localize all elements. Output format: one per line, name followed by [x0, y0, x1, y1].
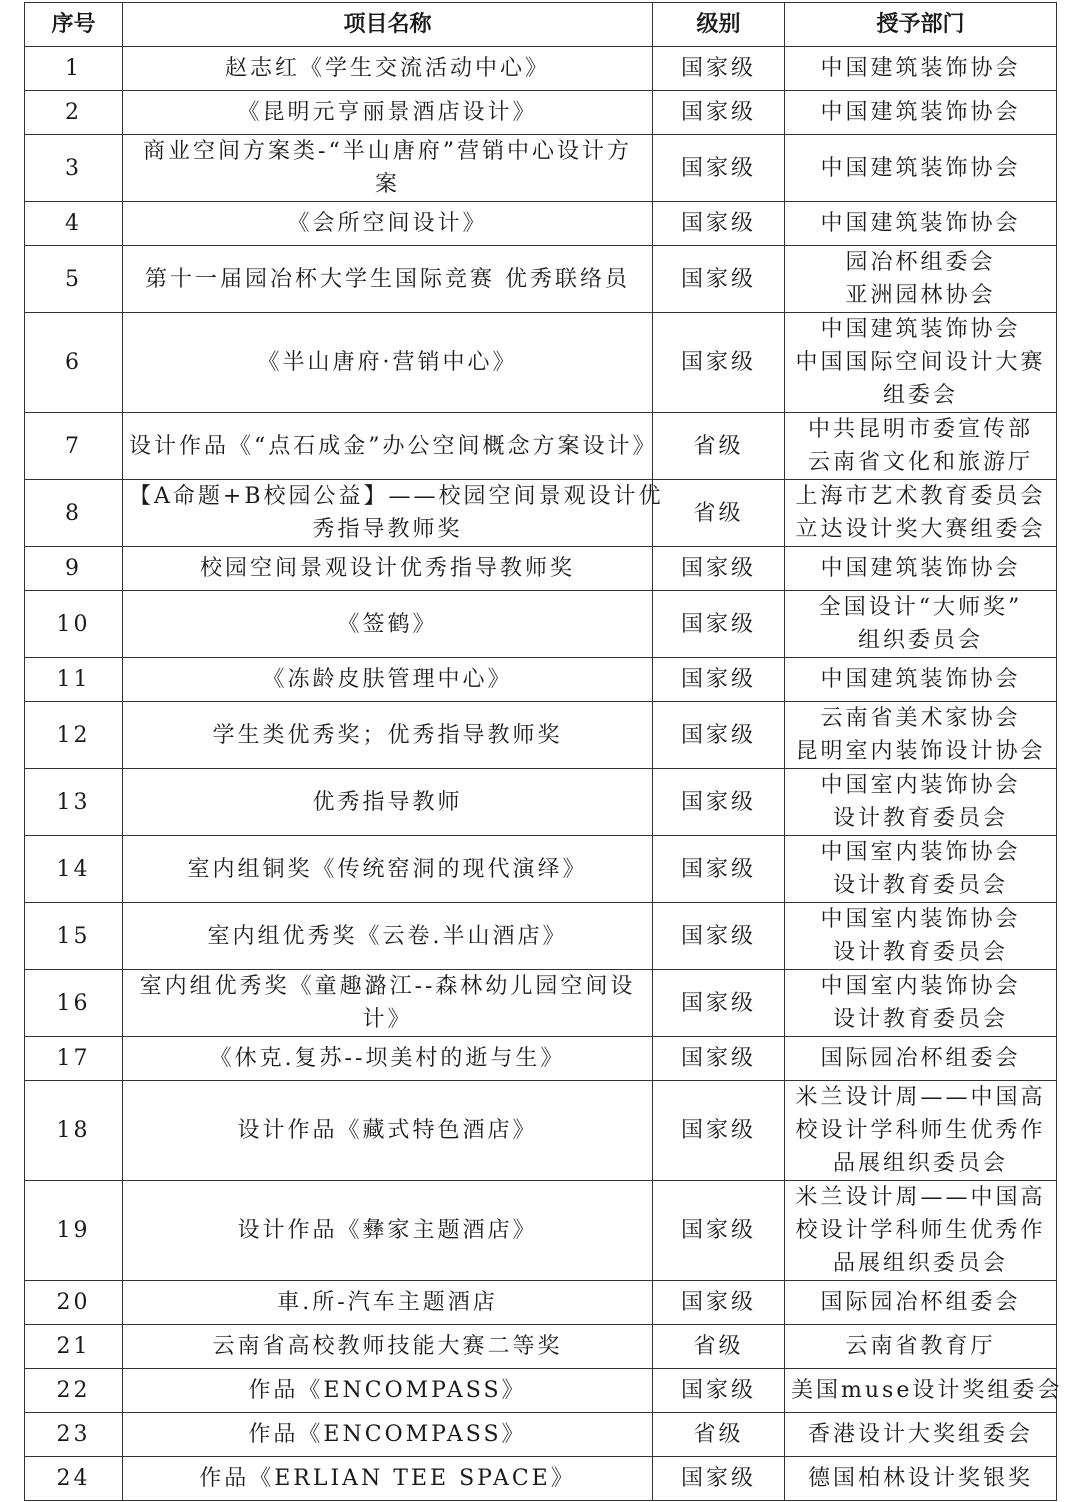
cell-no: 11: [25, 658, 123, 702]
cell-project-name: [123, 1457, 653, 1501]
department-line: 中国建筑装饰协会: [820, 556, 1021, 581]
department-line: 上海市艺术教育委员会: [795, 484, 1046, 509]
cell-level: 国家级: [653, 47, 785, 91]
table-row: [25, 1081, 1057, 1181]
project-name-line: 【A命题+B校园公益】——校园空间景观设计优: [129, 484, 664, 509]
header-row: [25, 3, 1057, 47]
header-level: 级别: [653, 3, 785, 47]
department-line: 中国建筑装饰协会: [820, 56, 1021, 81]
cell-level: 国家级: [653, 970, 785, 1037]
department-line: 园冶杯组委会: [845, 250, 996, 275]
cell-no: 15: [25, 903, 123, 970]
header-no: 序号: [25, 3, 123, 47]
department-line: 云南省教育厅: [845, 1334, 996, 1359]
project-name-line: 赵志红《学生交流活动中心》: [224, 56, 550, 81]
table-row: [25, 47, 1057, 91]
table-row: [25, 313, 1057, 413]
cell-project-name: [123, 1369, 653, 1413]
cell-department: [785, 658, 1057, 702]
project-name-line: 优秀指导教师: [312, 789, 463, 815]
cell-project-name: [123, 547, 653, 591]
table-row: [25, 91, 1057, 135]
project-name-line: 《昆明元亨丽景酒店设计》: [237, 100, 538, 125]
table-row: [25, 480, 1057, 547]
cell-no: 4: [25, 202, 123, 246]
cell-department: [785, 591, 1057, 658]
department-line: 品展组织委员会: [832, 1251, 1008, 1276]
cell-no: 19: [25, 1181, 123, 1281]
cell-no: 13: [25, 769, 123, 836]
cell-department: [785, 769, 1057, 836]
table-row: [25, 202, 1057, 246]
department-line: 组委会: [882, 383, 958, 408]
department-line: 中共昆明市委宣传部: [807, 417, 1033, 442]
cell-no: 14: [25, 836, 123, 903]
cell-level: 国家级: [653, 1081, 785, 1181]
project-name-line: 室内组铜奖《传统窑洞的现代演绎》: [187, 856, 588, 882]
cell-department: [785, 1281, 1057, 1325]
cell-level: 国家级: [653, 1369, 785, 1413]
project-name-line: 室内组优秀奖《云卷.半山酒店》: [207, 923, 568, 949]
table-row: [25, 135, 1057, 202]
header-project-name: 项目名称: [123, 3, 653, 47]
department-line: 设计教育委员会: [832, 873, 1008, 898]
cell-level: 省级: [653, 1325, 785, 1369]
project-name-line: 《休克.复苏--坝美村的逝与生》: [209, 1046, 566, 1071]
cell-level: 国家级: [653, 91, 785, 135]
cell-project-name: [123, 970, 653, 1037]
cell-project-name: [123, 313, 653, 413]
cell-project-name: [123, 246, 653, 313]
cell-department: [785, 1369, 1063, 1413]
cell-no: 7: [25, 413, 123, 480]
cell-project-name: [123, 1413, 653, 1457]
table-row: [25, 769, 1057, 836]
cell-level: 省级: [653, 480, 785, 547]
cell-project-name: [123, 413, 658, 480]
cell-no: 20: [25, 1281, 123, 1325]
department-line: 云南省文化和旅游厅: [807, 450, 1033, 475]
cell-no: 3: [25, 135, 123, 202]
cell-department: [785, 413, 1057, 480]
cell-project-name: [123, 1325, 653, 1369]
cell-department: [785, 702, 1057, 769]
department-line: 中国室内装饰协会: [820, 974, 1021, 999]
cell-level: 国家级: [653, 769, 785, 836]
cell-project-name: [123, 91, 653, 135]
cell-level: 国家级: [653, 313, 785, 413]
cell-no: 22: [25, 1369, 123, 1413]
cell-department: [785, 1037, 1057, 1081]
cell-no: 6: [25, 313, 123, 413]
department-line: 中国国际空间设计大赛: [795, 350, 1046, 375]
department-line: 昆明室内装饰设计协会: [795, 739, 1046, 764]
cell-no: 5: [25, 246, 123, 313]
cell-level: 国家级: [653, 246, 785, 313]
cell-level: 国家级: [653, 202, 785, 246]
cell-no: 10: [25, 591, 123, 658]
awards-table: [24, 2, 1063, 1501]
cell-no: 17: [25, 1037, 123, 1081]
table-row: [25, 591, 1057, 658]
table-row: [25, 658, 1057, 702]
cell-no: 23: [25, 1413, 123, 1457]
cell-department: [785, 313, 1057, 413]
cell-project-name: [123, 769, 653, 836]
cell-no: 2: [25, 91, 123, 135]
cell-level: 国家级: [653, 836, 785, 903]
cell-project-name: [123, 591, 653, 658]
cell-department: [785, 91, 1057, 135]
cell-no: 16: [25, 970, 123, 1037]
project-name-line: 室内组优秀奖《童趣潞江--森林幼儿园空间设: [139, 974, 636, 999]
cell-no: 1: [25, 47, 123, 91]
table-row: [25, 1181, 1057, 1281]
table-row: [25, 836, 1057, 903]
cell-department: [785, 1413, 1057, 1457]
department-line: 米兰设计周——中国高: [795, 1185, 1046, 1210]
department-line: 校设计学科师生优秀作: [795, 1118, 1046, 1143]
cell-level: 国家级: [653, 135, 785, 202]
project-name-line: 作品《ERLIAN TEE SPACE》: [199, 1466, 576, 1491]
cell-project-name: [123, 658, 653, 702]
department-line: 米兰设计周——中国高: [795, 1085, 1046, 1110]
cell-department: [785, 202, 1057, 246]
cell-project-name: [123, 135, 653, 202]
cell-level: 国家级: [653, 1181, 785, 1281]
cell-department: [785, 47, 1057, 91]
cell-department: [785, 246, 1057, 313]
project-name-line: 作品《ENCOMPASS》: [248, 1378, 527, 1403]
header-department: 授予部门: [785, 3, 1057, 47]
table-row: [25, 970, 1057, 1037]
project-name-line: 《冻龄皮肤管理中心》: [262, 667, 513, 692]
cell-no: 12: [25, 702, 123, 769]
project-name-line: 《签鹤》: [337, 611, 438, 637]
department-line: 国际园冶杯组委会: [820, 1046, 1021, 1071]
project-name-line: 案: [374, 172, 400, 197]
project-name-line: 《半山唐府·营销中心》: [257, 350, 518, 375]
cell-level: 国家级: [653, 1281, 785, 1325]
cell-level: 国家级: [653, 903, 785, 970]
table-row: [25, 1037, 1057, 1081]
cell-no: 9: [25, 547, 123, 591]
cell-no: 21: [25, 1325, 123, 1369]
cell-department: [785, 970, 1057, 1037]
department-line: 中国室内装饰协会: [820, 840, 1021, 865]
cell-project-name: [123, 202, 653, 246]
cell-level: 国家级: [653, 1037, 785, 1081]
project-name-line: 《会所空间设计》: [287, 211, 488, 236]
project-name-line: 设计作品《“点石成金”办公空间概念方案设计》: [129, 433, 658, 459]
cell-project-name: [123, 480, 664, 547]
cell-no: 24: [25, 1457, 123, 1501]
cell-project-name: [123, 47, 653, 91]
department-line: 云南省美术家协会: [820, 706, 1021, 731]
table-row: [25, 903, 1057, 970]
department-line: 校设计学科师生优秀作: [795, 1218, 1046, 1243]
department-line: 设计教育委员会: [832, 940, 1008, 965]
cell-department: [785, 1081, 1057, 1181]
project-name-line: 计》: [362, 1007, 413, 1032]
table-row: [25, 1457, 1057, 1501]
project-name-line: 第十一届园冶杯大学生国际竞赛 优秀联络员: [145, 266, 630, 292]
cell-department: [785, 135, 1057, 202]
cell-level: 省级: [653, 413, 785, 480]
cell-level: 国家级: [653, 658, 785, 702]
cell-no: 8: [25, 480, 123, 547]
department-line: 德国柏林设计奖银奖: [807, 1466, 1033, 1491]
cell-project-name: [123, 1081, 653, 1181]
project-name-line: 商业空间方案类-“半山唐府”营销中心设计方: [143, 139, 632, 164]
department-line: 香港设计大奖组委会: [807, 1422, 1033, 1447]
project-name-line: 校园空间景观设计优秀指导教师奖: [199, 556, 575, 581]
project-name-line: 秀指导教师奖: [312, 517, 463, 542]
project-name-line: 車.所-汽车主题酒店: [277, 1290, 498, 1315]
department-line: 中国室内装饰协会: [820, 907, 1021, 932]
table-body: [25, 47, 1063, 1501]
cell-department: [785, 1325, 1057, 1369]
table-row: [25, 1325, 1057, 1369]
cell-project-name: [123, 702, 653, 769]
cell-department: [785, 836, 1057, 903]
cell-project-name: [123, 1281, 653, 1325]
project-name-line: 设计作品《藏式特色酒店》: [237, 1118, 538, 1143]
cell-no: 18: [25, 1081, 123, 1181]
department-line: 立达设计奖大赛组委会: [795, 517, 1046, 542]
table-row: [25, 1413, 1057, 1457]
department-line: 国际园冶杯组委会: [820, 1290, 1021, 1315]
cell-department: [785, 1457, 1057, 1501]
table-row: [25, 1281, 1057, 1325]
cell-project-name: [123, 903, 653, 970]
cell-project-name: [123, 836, 653, 903]
department-line: 设计教育委员会: [832, 806, 1008, 831]
department-line: 美国muse设计奖组委会: [791, 1378, 1063, 1403]
cell-department: [785, 480, 1057, 547]
cell-project-name: [123, 1181, 653, 1281]
project-name-line: 学生类优秀奖；优秀指导教师奖: [212, 722, 563, 748]
table-row: [25, 413, 1057, 480]
project-name-line: 设计作品《彝家主题酒店》: [237, 1218, 538, 1243]
cell-level: 国家级: [653, 1457, 785, 1501]
table-row: [25, 1369, 1057, 1413]
project-name-line: 作品《ENCOMPASS》: [248, 1422, 527, 1447]
department-line: 中国室内装饰协会: [820, 773, 1021, 798]
cell-level: 国家级: [653, 547, 785, 591]
department-line: 全国设计“大师奖”: [818, 595, 1023, 620]
cell-level: 国家级: [653, 702, 785, 769]
cell-department: [785, 547, 1057, 591]
department-line: 中国建筑装饰协会: [820, 317, 1021, 342]
department-line: 品展组织委员会: [832, 1151, 1008, 1176]
table-row: [25, 547, 1057, 591]
cell-level: 省级: [653, 1413, 785, 1457]
department-line: 设计教育委员会: [832, 1007, 1008, 1032]
department-line: 亚洲园林协会: [845, 283, 996, 308]
cell-department: [785, 1181, 1057, 1281]
cell-department: [785, 903, 1057, 970]
project-name-line: 云南省高校教师技能大赛二等奖: [212, 1334, 563, 1359]
department-line: 中国建筑装饰协会: [820, 211, 1021, 236]
department-line: 中国建筑装饰协会: [820, 155, 1021, 181]
cell-project-name: [123, 1037, 653, 1081]
department-line: 中国建筑装饰协会: [820, 667, 1021, 692]
cell-level: 国家级: [653, 591, 785, 658]
table-row: [25, 246, 1057, 313]
department-line: 中国建筑装饰协会: [820, 100, 1021, 125]
department-line: 组织委员会: [857, 628, 983, 653]
table-row: [25, 702, 1057, 769]
